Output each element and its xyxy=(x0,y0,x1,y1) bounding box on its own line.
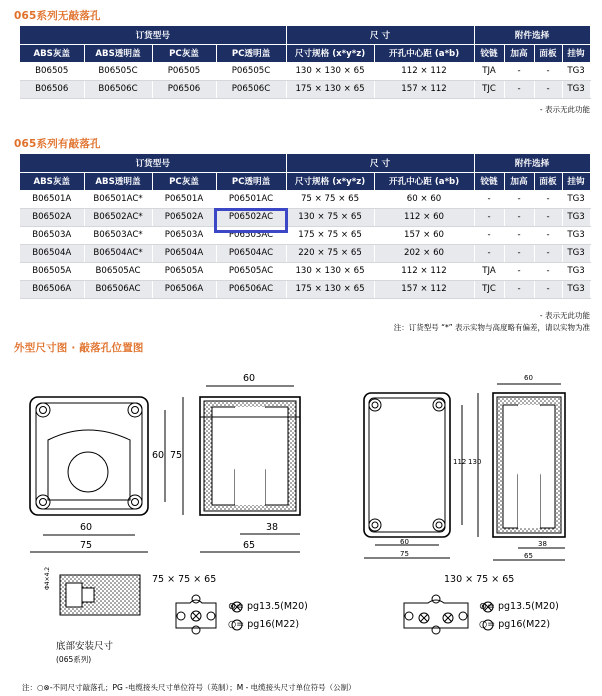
dim-label: 130 xyxy=(468,458,482,466)
table-cell: - xyxy=(504,244,534,262)
column-header: ABS灰盖 xyxy=(20,172,84,190)
table-cell: B06505AC xyxy=(84,262,152,280)
table-cell: B06506A xyxy=(20,280,84,298)
table-cell: 220 × 75 × 65 xyxy=(286,244,374,262)
table-cell: - xyxy=(504,62,534,80)
dim-label: 65 xyxy=(243,540,256,551)
column-header: 挂钩 xyxy=(562,44,590,62)
table-cell: - xyxy=(474,208,504,226)
dim-label: 75 xyxy=(170,450,183,461)
table-cell: P06503AC xyxy=(216,226,286,244)
column-header: ABS透明盖 xyxy=(84,44,152,62)
dim-label: 65 xyxy=(524,552,533,560)
knockout-layout-75 xyxy=(176,595,216,634)
section-title-no-knockout: 065系列无敲落孔 xyxy=(14,10,101,22)
dim-label: 60 xyxy=(243,373,256,384)
legend-pg135: ⊗= pg13.5(M20) xyxy=(228,601,308,612)
table-cell: P06506A xyxy=(152,280,216,298)
group-accessory: 附件选择 xyxy=(474,154,590,172)
table-cell: 112 × 60 xyxy=(374,208,474,226)
table-cell: TJA xyxy=(474,62,504,80)
column-header: PC灰盖 xyxy=(152,172,216,190)
group-order-no: 订货型号 xyxy=(20,26,286,44)
table-cell: 202 × 60 xyxy=(374,244,474,262)
table-cell: - xyxy=(504,226,534,244)
side-view-75-drawing xyxy=(200,397,300,515)
table-cell: 130 × 130 × 65 xyxy=(286,262,374,280)
table-cell: - xyxy=(534,262,562,280)
table-cell: B06505 xyxy=(20,62,84,80)
table-cell: P06504A xyxy=(152,244,216,262)
column-header: 面板 xyxy=(534,44,562,62)
table-cell: B06505C xyxy=(84,62,152,80)
column-header: 铰链 xyxy=(474,172,504,190)
table-cell: P06506 xyxy=(152,80,216,98)
mount-sub-label: (065系列) xyxy=(56,655,92,664)
table-cell: - xyxy=(504,262,534,280)
table-cell: - xyxy=(504,280,534,298)
column-header: 挂钩 xyxy=(562,172,590,190)
table-cell: TG3 xyxy=(562,280,590,298)
table-cell: 75 × 75 × 65 xyxy=(286,190,374,208)
table-cell: 175 × 75 × 65 xyxy=(286,226,374,244)
knockout-layout-130 xyxy=(404,595,468,634)
table-cell: - xyxy=(504,208,534,226)
dim-label: 60 xyxy=(152,450,165,461)
table-cell: - xyxy=(534,280,562,298)
table-cell: B06501A xyxy=(20,190,84,208)
group-order-no: 订货型号 xyxy=(20,154,286,172)
table-cell: - xyxy=(474,244,504,262)
table-cell: P06501A xyxy=(152,190,216,208)
mount-detail-drawing xyxy=(60,575,140,615)
dim-label: 60 xyxy=(80,522,93,533)
table-cell: 130 × 130 × 65 xyxy=(286,62,374,80)
size-label-a: 75 × 75 × 65 xyxy=(152,574,217,585)
table-cell: TJA xyxy=(474,262,504,280)
table-cell: - xyxy=(534,244,562,262)
mount-label: 底部安装尺寸 xyxy=(56,641,114,652)
column-header: PC透明盖 xyxy=(216,172,286,190)
table-cell: - xyxy=(504,190,534,208)
column-header: ABS灰盖 xyxy=(20,44,84,62)
table-cell: TG3 xyxy=(562,208,590,226)
column-header: 面板 xyxy=(534,172,562,190)
table-cell: B06506 xyxy=(20,80,84,98)
note-no-function: - 表示无此功能 xyxy=(539,311,590,320)
table-cell: B06501AC* xyxy=(84,190,152,208)
note-no-function: - 表示无此功能 xyxy=(539,105,590,114)
table-cell: P06504AC xyxy=(216,244,286,262)
table-cell: TJC xyxy=(474,80,504,98)
group-size: 尺 寸 xyxy=(286,154,474,172)
group-size: 尺 寸 xyxy=(286,26,474,44)
column-header: PC灰盖 xyxy=(152,44,216,62)
dim-label: 38 xyxy=(266,522,279,533)
column-header: 尺寸规格 (x*y*z) xyxy=(286,172,374,190)
dim-label: 60 xyxy=(400,538,409,546)
dim-label: 60 xyxy=(524,374,533,382)
table-cell: 175 × 130 × 65 xyxy=(286,80,374,98)
table-cell: - xyxy=(474,226,504,244)
group-accessory: 附件选择 xyxy=(474,26,590,44)
dim-label: 112 xyxy=(453,458,467,466)
table-cell: 157 × 112 xyxy=(374,80,474,98)
dim-label: 75 xyxy=(80,540,93,551)
table-cell: P06502A xyxy=(152,208,216,226)
column-header: 开孔中心距 (a*b) xyxy=(374,44,474,62)
table-cell: 112 × 112 xyxy=(374,62,474,80)
table-cell: B06502AC* xyxy=(84,208,152,226)
front-view-75-drawing xyxy=(30,397,148,515)
table-cell: B06504A xyxy=(20,244,84,262)
dim-label: 38 xyxy=(538,540,547,548)
side-view-130-drawing xyxy=(493,393,565,537)
legend-pg16: ○= pg16(M22) xyxy=(228,619,300,630)
size-label-b: 130 × 75 × 65 xyxy=(444,574,515,585)
table-cell: 157 × 112 xyxy=(374,280,474,298)
legend-pg135: ⊗= pg13.5(M20) xyxy=(479,601,559,612)
table-cell: 112 × 112 xyxy=(374,262,474,280)
table-cell: - xyxy=(534,226,562,244)
table-cell: TG3 xyxy=(562,80,590,98)
mount-dim-label: Φ4×4.2 xyxy=(44,566,51,590)
table-cell: B06504AC* xyxy=(84,244,152,262)
column-header: 尺寸规格 (x*y*z) xyxy=(286,44,374,62)
column-header: 加高 xyxy=(504,44,534,62)
table-cell: B06506AC xyxy=(84,280,152,298)
dim-label: 75 xyxy=(400,550,409,558)
table-cell: 175 × 130 × 65 xyxy=(286,280,374,298)
table-cell: P06503A xyxy=(152,226,216,244)
column-header: 加高 xyxy=(504,172,534,190)
table-cell: - xyxy=(534,190,562,208)
table-cell: P06505C xyxy=(216,62,286,80)
table-cell: P06505 xyxy=(152,62,216,80)
footnote: 注：○⊗-不同尺寸敲落孔；PG -电缆接头尺寸单位符号（英制）；M - 电缆接头尺寸单位符号（公制） xyxy=(22,683,356,692)
section-title-with-knockout: 065系列有敲落孔 xyxy=(14,138,101,150)
legend-pg16: ○= pg16(M22) xyxy=(479,619,551,630)
column-header: ABS透明盖 xyxy=(84,172,152,190)
table-cell: P06501AC xyxy=(216,190,286,208)
table-cell: P06502AC xyxy=(216,208,286,226)
table-cell: TG3 xyxy=(562,190,590,208)
table-cell: TJC xyxy=(474,280,504,298)
section-title-drawings: 外型尺寸图 · 敲落孔位置图 xyxy=(14,342,144,354)
note-asterisk: 注：订货型号 “*” 表示实物与高度略有偏差，请以实物为准 xyxy=(393,323,590,332)
table-cell: - xyxy=(504,80,534,98)
table-cell: B06503AC* xyxy=(84,226,152,244)
table-cell: - xyxy=(474,190,504,208)
table-cell: B06506C xyxy=(84,80,152,98)
table-cell: B06505A xyxy=(20,262,84,280)
column-header: PC透明盖 xyxy=(216,44,286,62)
table-cell: B06502A xyxy=(20,208,84,226)
table-cell: P06505AC xyxy=(216,262,286,280)
front-view-130-drawing xyxy=(364,393,450,537)
table-cell: P06506C xyxy=(216,80,286,98)
table-cell: TG3 xyxy=(562,62,590,80)
table-cell: TG3 xyxy=(562,226,590,244)
table-cell: B06503A xyxy=(20,226,84,244)
table-cell: 157 × 60 xyxy=(374,226,474,244)
table-cell: P06505A xyxy=(152,262,216,280)
table-cell: P06506AC xyxy=(216,280,286,298)
table-cell: 130 × 75 × 65 xyxy=(286,208,374,226)
table-cell: - xyxy=(534,80,562,98)
table-cell: - xyxy=(534,62,562,80)
column-header: 开孔中心距 (a*b) xyxy=(374,172,474,190)
table-cell: TG3 xyxy=(562,262,590,280)
table-cell: TG3 xyxy=(562,244,590,262)
table-cell: - xyxy=(534,208,562,226)
table-cell: 60 × 60 xyxy=(374,190,474,208)
column-header: 铰链 xyxy=(474,44,504,62)
